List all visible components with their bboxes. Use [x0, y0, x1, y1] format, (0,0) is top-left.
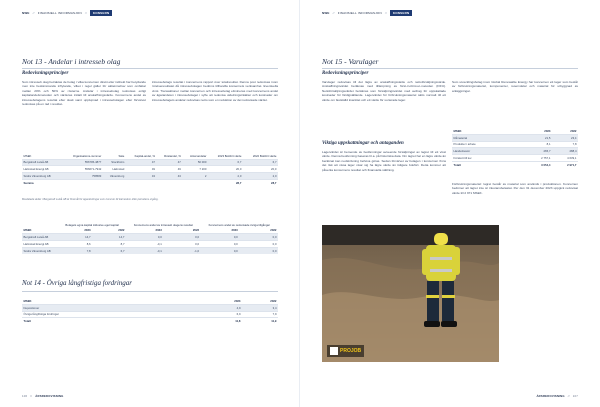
table-cell: Halmstad Energi AB: [22, 166, 62, 173]
table-header: Antal andelar: [189, 153, 207, 158]
table-cell: 8,7: [92, 241, 126, 248]
table-cell: 49: [126, 166, 157, 173]
table-header: MSEK: [23, 298, 32, 303]
logo-mark-icon: [330, 347, 338, 355]
table-group-header: Bolagets egna kapital inklusive eget kapital: [65, 222, 119, 227]
left-footer: [22, 394, 64, 398]
table-cell: 14,7: [58, 234, 92, 241]
table-cell: 2,0: [208, 173, 243, 180]
table-total-row: [452, 161, 578, 167]
table-header: 2022: [270, 228, 277, 233]
table-cell: 0,0: [201, 241, 240, 248]
table-cell: 0,0: [163, 234, 200, 241]
table-cell: [103, 179, 126, 185]
table-cell: Summa: [22, 179, 62, 185]
table-header: 2023: [155, 228, 162, 233]
table-row: [22, 159, 278, 166]
table-cell: 6,7: [243, 159, 278, 166]
table-row: [22, 173, 278, 180]
table-cell: 0,0: [239, 234, 278, 241]
page-number: 106: [22, 394, 28, 398]
table-cell: 2 971,7: [552, 161, 578, 167]
topbar-tag[interactable]: KONSERN: [390, 10, 412, 16]
table-cell: 47: [157, 159, 183, 166]
note-15-title: Not 15 - Varulager: [322, 57, 379, 66]
table-cell: Totalt: [22, 318, 206, 324]
table-cell: -0,1: [126, 241, 163, 248]
associates-equity-table: [22, 222, 278, 254]
table-total-row: [22, 318, 278, 324]
left-topbar: [22, 10, 112, 16]
note-14-title: Not 14 - Övriga långfristiga fordringar: [22, 279, 133, 287]
table-cell: 288,4: [552, 148, 578, 155]
footer-brand: ÅRSREDOVISNING: [536, 394, 565, 398]
worker-photo: [322, 225, 499, 362]
table-cell: Handelsvaror: [452, 148, 526, 155]
table-cell: Vänersborg: [103, 173, 126, 180]
table-cell: Bergskraft Luleå AB: [22, 159, 62, 166]
table-cell: [62, 179, 103, 185]
table-cell: 43: [157, 173, 183, 180]
table-cell: 0,0: [163, 241, 200, 248]
topbar-brand: NWE: [322, 11, 330, 15]
table-header: 2023: [84, 228, 91, 233]
table-cell: 6,7: [92, 247, 126, 253]
table-header: 2022: [192, 228, 200, 233]
topbar-separator: //: [384, 11, 387, 15]
table-row: [452, 155, 578, 162]
table-header: 2023: [544, 128, 551, 133]
table-cell: [126, 179, 157, 185]
table-cell: [157, 179, 183, 185]
table-cell: 8,1: [526, 141, 552, 148]
table-cell: Södra Vänersborg AB: [22, 247, 58, 253]
table-cell: 8,6: [58, 241, 92, 248]
table-cell: 4,9: [206, 304, 242, 311]
table-cell: Totalt: [452, 161, 526, 167]
topbar-separator: //: [32, 11, 35, 15]
table-header: 2022: [270, 298, 277, 303]
table-cell: -0,1: [126, 247, 163, 253]
divider: [322, 68, 578, 69]
table-cell: Bergskraft Luleå AB: [22, 234, 58, 241]
note-13-text-col1: Som intresseb olag betraktas de bolag i vilka koncernen direkt eller indirekt har betydande men inte bestämmande inflytande, vilket i regel gäller för aktieinnehav som omfattar mellan 20% och 50% av rösterna. Andelar i intressebolag redovisas enligt kapitalandelsmetoden och värderas initialt till anskaffningsvärde. Koncernens andel av intressebolagens resultat efter skatt samt upplupnad i intressebolagen efter förvärvet redovisas på en rad i resultat-: [22, 80, 146, 107]
table-cell: 11,8: [206, 318, 242, 324]
topbar-tag[interactable]: KONSERN: [90, 10, 112, 16]
table-cell: Råmaterial: [452, 134, 526, 141]
table-row: [22, 234, 278, 241]
table-row: [22, 304, 278, 311]
footer-separator: //: [567, 394, 570, 398]
table-cell: 49: [157, 166, 183, 173]
note-15-text-col1b: Lagervärdet är beroende av bedömningar avseende försäljningar av lagret till ett visst värde. Denna bedömning baseras bl.a. på historiska data. Om lagret har en lägre värde än beräknat kan nedskrivning behöva göras. Sedan förvärvet av bolagen i koncernen finns det risk att vissa lager visar sig ha lägre värde än tidigare bokfört. Detta kommer att påverka koncernens resultat och finansiella ställning.: [322, 150, 446, 172]
note-15-subhead: Viktiga uppskattningar och antaganden: [322, 141, 404, 146]
table-header: 2023: [234, 298, 241, 303]
divider: [22, 68, 278, 69]
table-header: 2022: [570, 128, 577, 133]
note-15-subtitle: Redovisningsprinciper: [322, 71, 369, 76]
table-cell: 0,0: [126, 234, 163, 241]
table-cell: 758583: [62, 173, 103, 180]
note-13-text-col2: intressebolags resultat i koncernens rapport över totalresultat. Denna post redovisas inom rörelseresultatet då intressebolagen bedöms tillhandla konsernets verksamhet. Eventuella vinst. Transaktioner mellan koncernen och intressebolag elimineras med koncernens andel av ägarandelen i intressebolaget i syfte att redovisa utdelningsintäkter och kostnader om intressebolagets andelar redovisas netto som en reduktion av det redovisade värdet.: [152, 80, 278, 102]
note-15-text-col2: Som utvecklingsbolag inom Global Renewable Energy har koncernen ett lager som består av förbrukningsmateriel, komponenter, reservdelar och material för utbyggnad av anläggningar.: [452, 80, 578, 93]
table-cell: 556795-4877: [62, 159, 103, 166]
table-cell: 556671-7942: [62, 166, 103, 173]
table-cell: 2: [182, 173, 208, 180]
table-header: 2023: [231, 228, 238, 233]
table-cell: 2,0: [243, 173, 278, 180]
table-cell: 47: [126, 159, 157, 166]
note-13-subtitle: Redovisningsprinciper: [22, 71, 69, 76]
topbar-separator: //: [84, 11, 87, 15]
table-cell: 28,7: [208, 179, 243, 185]
table-cell: 0,0: [239, 241, 278, 248]
table-cell: 0,0: [201, 247, 240, 253]
table-cell: 265,7: [526, 148, 552, 155]
note-15-text-col1: Varulager redovisas till det lägre av anskaffningsvärde och nettoförsäljningsvärde. Anskaffningsvärdet beräknas med tillämpning av först-in-först-ut-metoden (FIFU). Nettoförsäljningsvärdet beräknas som försäljningsvärdet med avdrag för uppskattade kostnader för färdigställande. Lagervärdet för förbrukningsmateriel sätts normalt till ett värde om fastställd kvantitet och ett värde för sorterade lager.: [322, 80, 446, 102]
table-cell: Stockholm: [103, 159, 126, 166]
table-group-header: Koncernens andel av intresseb olagens resultat: [133, 222, 193, 227]
table-row: [452, 148, 578, 155]
table-footnote: Bosdelade aktier i Bergskraft Luleå AB är föremål för ägarändringar som kommer till kännedom efter periodens utgång.: [22, 198, 159, 201]
table-header: Säte: [118, 153, 125, 158]
table-cell: 3 054,4: [526, 161, 552, 167]
table-cell: [182, 179, 208, 185]
table-header: 2022 Bokfört värde: [252, 153, 277, 158]
associates-table: [22, 153, 278, 186]
table-cell: Halmstad Energi AB: [22, 241, 58, 248]
table-row: [22, 247, 278, 253]
table-header: 2023 Bokfört värde: [217, 153, 242, 158]
footer-separator: //: [30, 394, 33, 398]
note-13-title: Not 13 - Andelar i intresseb olag: [22, 57, 121, 66]
table-row: [22, 241, 278, 248]
table-cell: 7,8: [552, 141, 578, 148]
topbar-section[interactable]: FINANSIELL INFORMASJON: [37, 11, 82, 15]
topbar-brand: NWE: [22, 11, 30, 15]
table-cell: 7,8: [58, 247, 92, 253]
right-topbar: [322, 10, 412, 16]
table-cell: 20,0: [243, 166, 278, 173]
table-cell: 7,9: [242, 311, 278, 318]
table-header: MSEK: [23, 153, 32, 158]
other-receivables-table: [22, 298, 278, 324]
right-page: [300, 0, 600, 407]
table-group-header: Koncernens andel av redovisade övriga tillgångar: [208, 222, 270, 227]
photo-illustration: [322, 225, 499, 362]
table-cell: -1,0: [163, 247, 200, 253]
table-header: 2022: [118, 228, 125, 233]
table-cell: 0,0: [239, 247, 278, 253]
table-header: Röstandel, %: [164, 153, 181, 158]
table-row: [452, 134, 578, 141]
footer-brand: ÅRSREDOVISNING: [35, 394, 64, 398]
table-cell: 2 757,1: [526, 155, 552, 162]
divider: [22, 291, 278, 292]
table-cell: Halmstad: [103, 166, 126, 173]
table-cell: 20,0: [208, 166, 243, 173]
table-cell: 23,4: [552, 134, 578, 141]
table-row: [22, 166, 278, 173]
projob-logo: [327, 345, 364, 357]
table-cell: Depositioner: [22, 304, 206, 311]
logo-text: PROJOB: [340, 347, 362, 354]
table-cell: 11,9: [242, 318, 278, 324]
table-header: MSEK: [453, 128, 462, 133]
table-cell: Övriga långfristiga fordringar: [22, 311, 206, 318]
page-number: 107: [572, 394, 578, 398]
topbar-section[interactable]: FINANSIELL INFORMASJON: [337, 11, 382, 15]
table-header: Kapital-andel, %: [134, 153, 155, 158]
table-total-row: [22, 179, 278, 185]
table-cell: 3,4: [242, 304, 278, 311]
table-cell: Förskott till lev.: [452, 155, 526, 162]
table-cell: 43: [126, 173, 157, 180]
table-cell: 4 639,1: [552, 155, 578, 162]
right-footer: [536, 394, 578, 398]
table-header: Organisations-nummer: [72, 153, 102, 158]
table-cell: 7 200: [182, 166, 208, 173]
table-cell: 6,9: [206, 311, 242, 318]
table-cell: Produkter i arbete: [452, 141, 526, 148]
table-cell: 21,5: [526, 134, 552, 141]
table-cell: 6,7: [208, 159, 243, 166]
inventory-table: [452, 128, 578, 168]
table-cell: Södra Vänersborg AB: [22, 173, 62, 180]
table-cell: 0,0: [201, 234, 240, 241]
note-15-text-col2b: Förbrukningsmateriel: lagret består av material som används i produktionen. Koncernen bedömer att lagret inte är inkuransbelastat. Per den 31 december 2023 uppgick redovisat värde till 2 971 MSEK.: [452, 182, 578, 195]
table-header: MSEK: [23, 228, 32, 233]
table-row: [452, 141, 578, 148]
table-row: [22, 311, 278, 318]
table-cell: 28,7: [243, 179, 278, 185]
table-cell: 14,7: [92, 234, 126, 241]
table-cell: 50 000: [182, 159, 208, 166]
topbar-separator: //: [332, 11, 335, 15]
